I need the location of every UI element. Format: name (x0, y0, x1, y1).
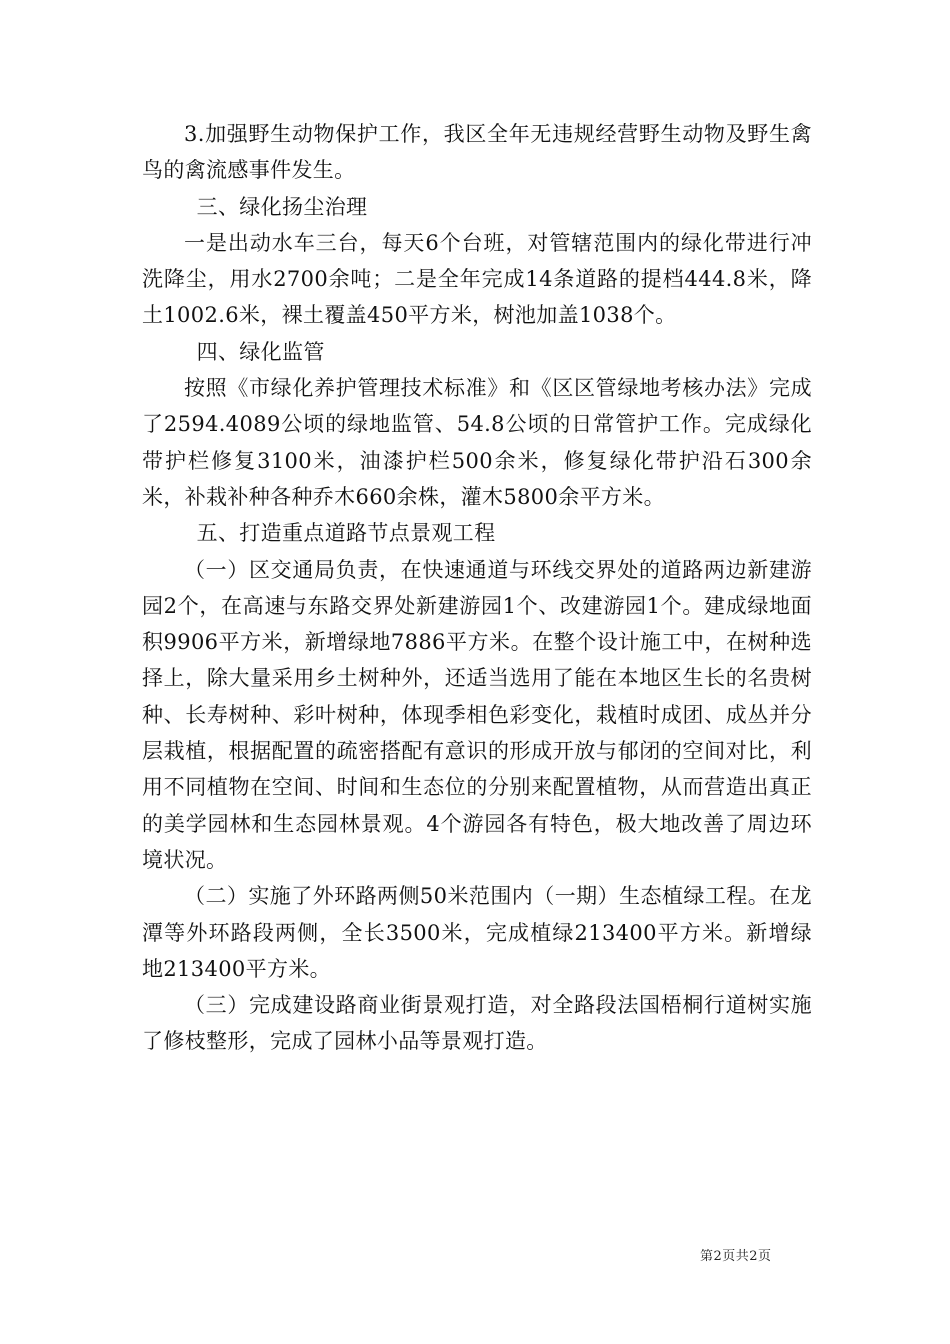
section-heading-landscape-project: 五、打造重点道路节点景观工程 (196, 521, 496, 546)
paragraph-wildlife-protection: 3.加强野生动物保护工作，我区全年无违规经营野生动物及野生禽鸟的禽流感事件发生。 (142, 122, 812, 183)
paragraph-landscape-item-1: （一）区交通局负责，在快速通道与环线交界处的道路两边新建游园2个，在高速与东路交界处新建游园1个、改建游园1个。建成绿地面积9906平方米，新增绿地7886平方米。在整个设计施工中，在树种选择上，除大量采用乡土树种外，还适当选用了能在本地区生长的名贵树种、长寿树种、彩叶树种，体现季相色彩变化，栽植时成团、成丛并分层栽植，根据配置的疏密搭配有意识的形成开放与郁闭的空间对比，利用不同植物在空间、时间和生态位的分别来配置植物，从而营造出真正的美学园林和生态园林景观。4个游园各有特色，极大地改善了周边环境状况。 (142, 557, 812, 872)
section-heading-greening-supervision: 四、绿化监管 (196, 339, 325, 364)
paragraph-landscape-item-2: （二）实施了外环路两侧50米范围内（一期）生态植绿工程。在龙潭等外环路段两侧，全长3500米，完成植绿213400平方米。新增绿地213400平方米。 (142, 884, 812, 981)
paragraph-landscape-item-3: （三）完成建设路商业街景观打造，对全路段法国梧桐行道树实施了修枝整形，完成了园林小品等景观打造。 (142, 993, 812, 1054)
section-heading-dust-control: 三、绿化扬尘治理 (196, 194, 368, 219)
paragraph-dust-control: 一是出动水车三台，每天6个台班，对管辖范围内的绿化带进行冲洗降尘，用水2700余吨；二是全年完成14条道路的提档444.8米，降土1002.6米，裸土覆盖450平方米，树池加盖1038个。 (142, 230, 812, 328)
document-body (142, 116, 812, 1060)
page-footer: 第2页共2页 (700, 1249, 772, 1264)
paragraph-greening-supervision: 按照《市绿化养护管理技术标准》和《区区管绿地考核办法》完成了2594.4089公顷的绿地监管、54.8公顷的日常管护工作。完成绿化带护栏修复3100米，油漆护栏500余米，修复绿化带护沿石300余米，补栽补种各种乔木660余株，灌木5800余平方米。 (142, 376, 812, 509)
